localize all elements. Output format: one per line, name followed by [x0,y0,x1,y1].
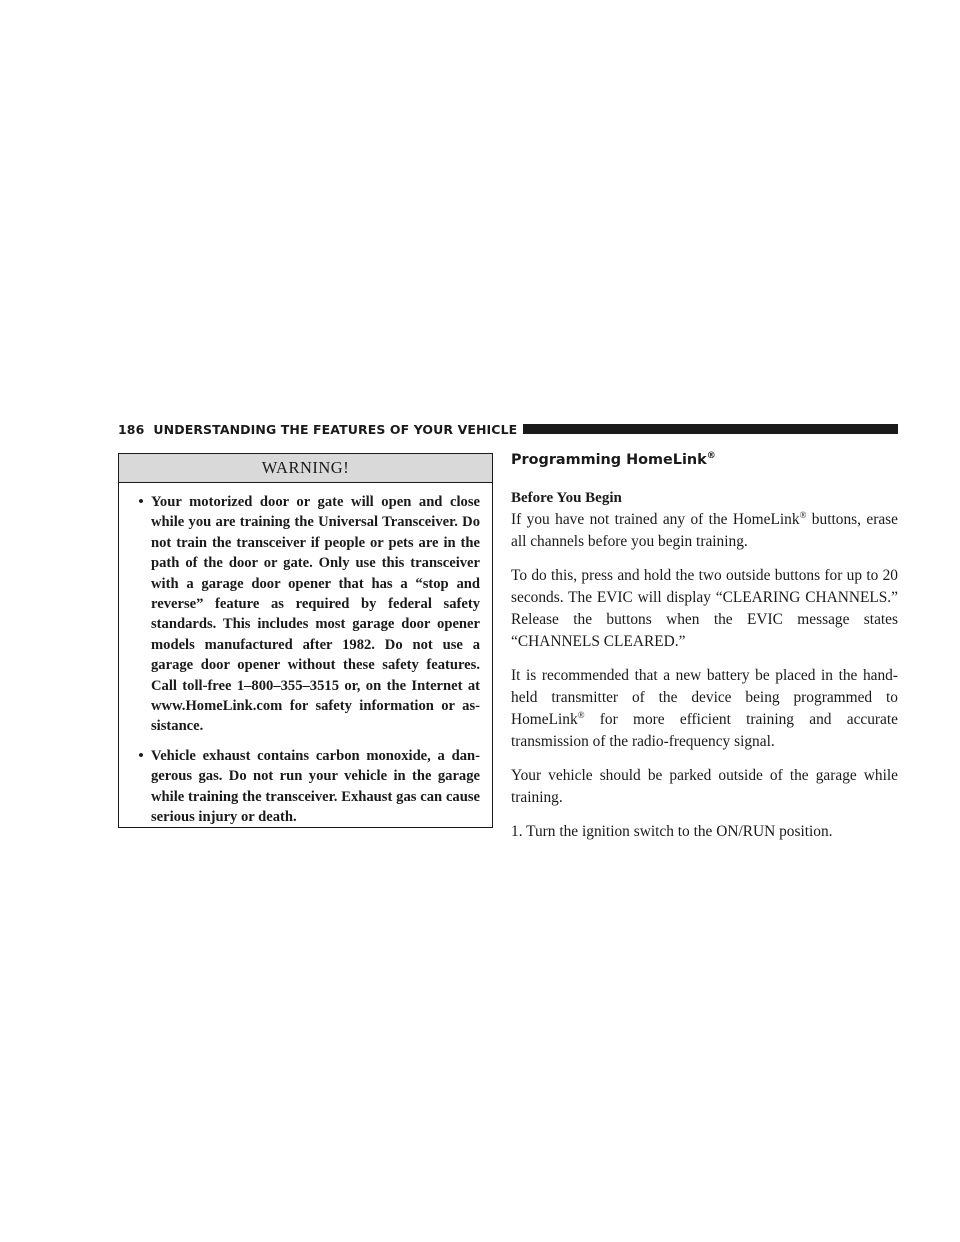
bullet-icon: • [138,494,144,510]
paragraph-text: If you have not trained any of the HomeLink [511,511,800,528]
registered-mark: ® [799,509,807,520]
header-rule [523,424,898,434]
warning-box [118,453,493,828]
section-heading-text: Programming HomeLink [511,452,707,468]
section-title: UNDERSTANDING THE FEATURES OF YOUR VEHICLE [153,421,518,437]
warning-item [131,492,480,737]
warning-item [131,746,480,828]
paragraph-text: It is recommended that a new battery be placed in the hand-held transmitter of the device being programmed to HomeLink [511,667,898,728]
paragraph-battery [511,665,898,753]
registered-mark: ® [577,709,585,720]
paragraph-clear-instructions: To do this, press and hold the two outside buttons for up to 20 seconds. The EVIC will display “CLEARING CHANNELS.” Release the buttons when the EVIC message states “CHANNELS CLEARED.” [511,567,898,650]
page-number: 186 [118,421,145,437]
warning-title: WARNING! [119,454,492,483]
right-column [511,449,898,855]
paragraph-text: for more efficient training and accurate transmission of the radio-frequency signal. [511,711,898,750]
warning-item-text: Your motorized door or gate will open and close while you are training the Universal Transceiver. Do not train the transceiver if people or pets are in the path of the door or gate. Only use this transceiver with a garage door opener that has a “stop and reverse” feature as required by federal safety standards. This includes most garage door opener models manufactured after 1982. Do not use a garage door opener without these safety features. Call toll-free 1–800–355–3515 or, on the Internet at www.HomeLink.com for safety information or assistance. [151,494,480,735]
warning-list [119,483,492,828]
registered-mark: ® [706,451,716,462]
step-1: 1. Turn the ignition switch to the ON/RUN position. [511,823,833,840]
warning-item-text: Vehicle exhaust contains carbon monoxide, a dangerous gas. Do not run your vehicle in the garage while training the transceiver. Exhaust gas can cause serious injury or death. [151,747,480,826]
bullet-icon: • [138,747,144,764]
paragraph-text: buttons, erase all channels before you begin training. [511,511,898,550]
running-header [118,421,898,437]
paragraph-erase-channels [511,509,898,553]
paragraph-parking: Your vehicle should be parked outside of the garage while training. [511,767,898,806]
sub-heading: Before You Begin [511,490,622,506]
section-heading [511,449,898,471]
